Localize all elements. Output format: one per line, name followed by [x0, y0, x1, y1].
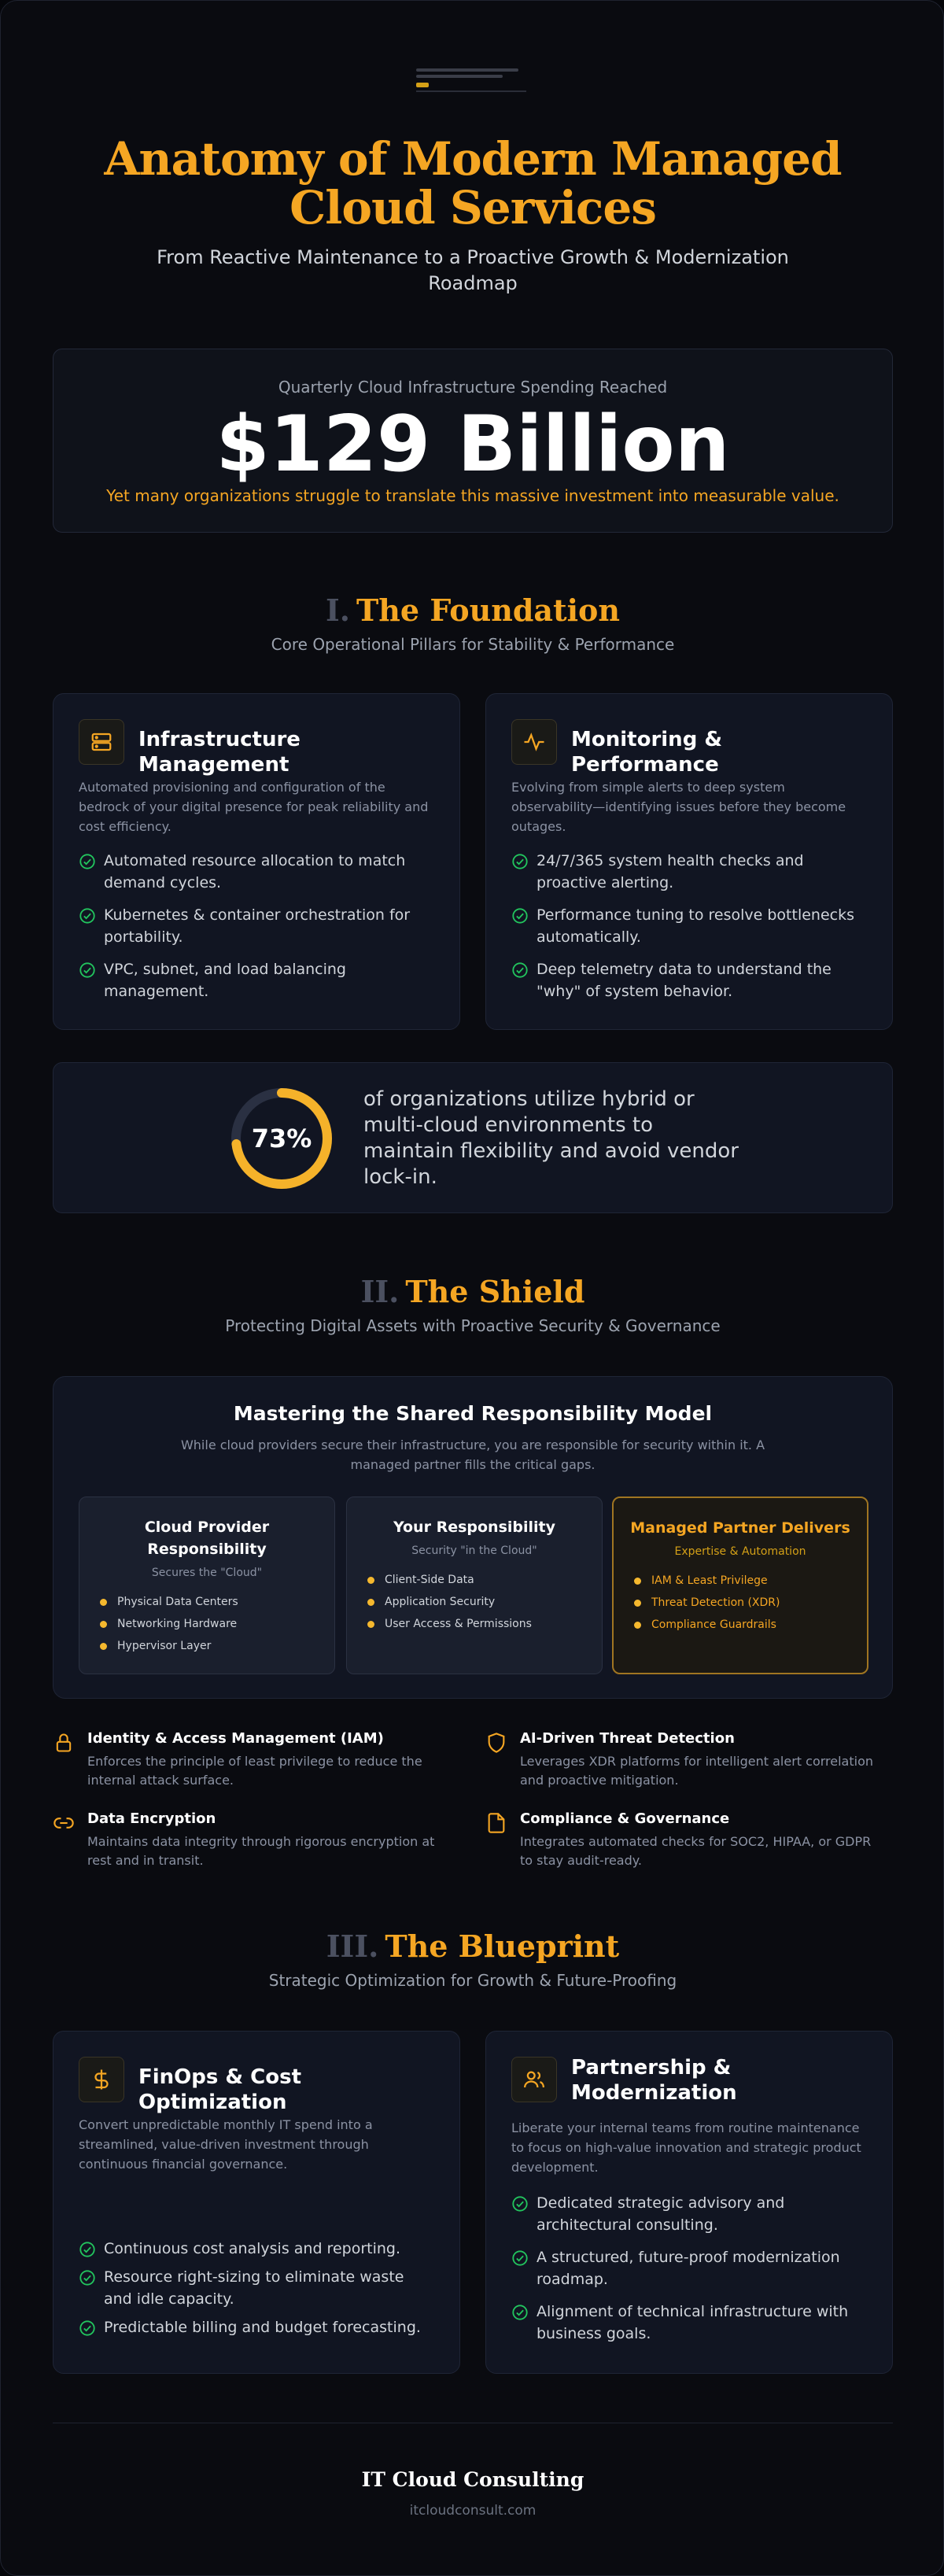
list-item: 24/7/365 system health checks and proactive alerting. [511, 850, 867, 894]
server-icon [79, 719, 124, 765]
check-icon [79, 2269, 96, 2286]
ring-text: of organizations utilize hybrid or multi-cloud environments to maintain flexibility and avoid vendor lock-in. [363, 1087, 739, 1189]
list-item: Client-Side Data [367, 1573, 589, 1587]
section-1-heading [1, 592, 944, 628]
section-2-subtitle: Protecting Digital Assets with Proactive Security & Governance [225, 1316, 721, 1335]
card-description: Automated provisioning and configuration of the bedrock of your digital presence for peak reliability and cost efficiency. [79, 780, 429, 834]
check-icon [511, 961, 529, 979]
list-item: A structured, future-proof modernization roadmap. [511, 2246, 867, 2290]
card-description: Convert unpredictable monthly IT spend into a streamlined, value-driven investment through continuous financial governance. [79, 2117, 373, 2172]
section-3-title: The Blueprint [385, 1928, 620, 1964]
finops-card [53, 2031, 460, 2374]
section-3-number: III. [326, 1928, 379, 1964]
page-title: Anatomy of Modern Managed Cloud Services [104, 132, 842, 234]
section-2-title: The Shield [405, 1274, 585, 1309]
check-icon [79, 2320, 96, 2337]
column-list [367, 1573, 589, 1639]
column-list [634, 1574, 854, 1640]
section-1-title: The Foundation [356, 592, 620, 628]
card-description: Liberate your internal teams from routine maintenance to focus on high-value innovation and strategic product development. [511, 2120, 861, 2175]
list-item: Application Security [367, 1595, 589, 1609]
check-icon [79, 961, 96, 979]
card-title: Infrastructure Management [138, 728, 301, 777]
card-list [511, 2192, 867, 2355]
column-title: Your Responsibility [393, 1519, 555, 1536]
shield-icon [485, 1732, 507, 1754]
stat-value: $129 Billion [216, 400, 730, 489]
column-title: Cloud Provider Responsibility [144, 1519, 270, 1558]
list-item: Networking Hardware [100, 1617, 322, 1631]
document-icon [485, 1812, 507, 1834]
section-3-subtitle: Strategic Optimization for Growth & Future-Proofing [268, 1971, 677, 1990]
list-item: VPC, subnet, and load balancing management. [79, 958, 434, 1002]
card-list [511, 850, 867, 1013]
panel-description: While cloud providers secure their infrastructure, you are responsible for security within it. A managed partner fills the critical gaps. [180, 1437, 765, 1472]
feature-description: Enforces the principle of least privilege to reduce the internal attack surface. [87, 1754, 422, 1788]
card-title: FinOps & Cost Optimization [138, 2065, 301, 2114]
hybrid-cloud-stat-card [53, 1062, 893, 1213]
section-1-number: I. [326, 592, 351, 628]
stat-label: Quarterly Cloud Infrastructure Spending Reached [278, 378, 668, 397]
card-list [79, 2238, 434, 2345]
check-icon [511, 2304, 529, 2321]
feature-title: AI-Driven Threat Detection [520, 1730, 735, 1747]
page-subtitle: From Reactive Maintenance to a Proactive Growth & Modernization Roadmap [157, 246, 789, 294]
column-list [100, 1595, 322, 1661]
dollar-icon [79, 2057, 124, 2102]
users-icon [511, 2057, 557, 2102]
list-item: Compliance Guardrails [634, 1618, 854, 1632]
list-item: Deep telemetry data to understand the "why" of system behavior. [511, 958, 867, 1002]
column-title: Managed Partner Delivers [630, 1519, 850, 1537]
column-subtitle: Secures the "Cloud" [151, 1567, 263, 1579]
footer-brand: IT Cloud Consulting [361, 2468, 584, 2491]
check-icon [79, 2241, 96, 2258]
column-subtitle: Security "in the Cloud" [411, 1544, 537, 1557]
list-item: User Access & Permissions [367, 1617, 589, 1631]
provider-responsibility-column [79, 1497, 335, 1674]
link-icon [53, 1812, 75, 1834]
list-item: Automated resource allocation to match demand cycles. [79, 850, 434, 894]
lock-icon [53, 1732, 75, 1754]
stat-note: Yet many organizations struggle to translate this massive investment into measurable value. [106, 486, 839, 505]
card-title: Monitoring & Performance [571, 728, 723, 777]
check-icon [511, 2195, 529, 2212]
your-responsibility-column [346, 1497, 603, 1674]
section-2-heading [1, 1274, 944, 1309]
partnership-card [485, 2031, 893, 2374]
card-description: Evolving from simple alerts to deep system observability—identifying issues before they become outages. [511, 780, 846, 834]
feature-title: Data Encryption [87, 1810, 216, 1827]
list-item: IAM & Least Privilege [634, 1574, 854, 1588]
card-list [79, 850, 434, 1013]
activity-icon [511, 719, 557, 765]
check-icon [511, 853, 529, 870]
list-item: Dedicated strategic advisory and architectural consulting. [511, 2192, 867, 2236]
list-item: Resource right-sizing to eliminate waste and idle capacity. [79, 2266, 434, 2310]
check-icon [511, 907, 529, 924]
feature-description: Leverages XDR platforms for intelligent alert correlation and proactive mitigation. [520, 1754, 873, 1788]
column-subtitle: Expertise & Automation [674, 1545, 806, 1558]
section-2-number: II. [360, 1274, 400, 1309]
feature-title: Compliance & Governance [520, 1810, 730, 1827]
shared-responsibility-panel [53, 1376, 893, 1699]
ring-percent: 73% [251, 1124, 312, 1153]
check-icon [79, 907, 96, 924]
list-item: Threat Detection (XDR) [634, 1596, 854, 1610]
list-item: Physical Data Centers [100, 1595, 322, 1609]
monitoring-card [485, 693, 893, 1030]
feature-description: Integrates automated checks for SOC2, HIPAA, or GDPR to stay audit-ready. [520, 1834, 872, 1868]
check-icon [79, 853, 96, 870]
card-title: Partnership & Modernization [571, 2056, 737, 2105]
managed-partner-column [612, 1497, 868, 1674]
list-item: Continuous cost analysis and reporting. [79, 2238, 434, 2260]
list-item: Alignment of technical infrastructure with business goals. [511, 2301, 867, 2345]
check-icon [511, 2249, 529, 2267]
list-item: Hypervisor Layer [100, 1639, 322, 1653]
feature-description: Maintains data integrity through rigorous encryption at rest and in transit. [87, 1834, 435, 1868]
spending-stat-card [53, 349, 893, 533]
section-1-subtitle: Core Operational Pillars for Stability & Performance [271, 635, 675, 654]
infrastructure-card [53, 693, 460, 1030]
list-item: Performance tuning to resolve bottlenecks automatically. [511, 904, 867, 948]
section-3-heading [1, 1928, 944, 1964]
list-item: Predictable billing and budget forecasting. [79, 2316, 434, 2338]
footer-url[interactable]: itcloudconsult.com [409, 2503, 537, 2519]
panel-title: Mastering the Shared Responsibility Model [233, 1402, 713, 1425]
list-item: Kubernetes & container orchestration for portability. [79, 904, 434, 948]
header-logo-image [416, 68, 526, 100]
feature-title: Identity & Access Management (IAM) [87, 1730, 384, 1747]
